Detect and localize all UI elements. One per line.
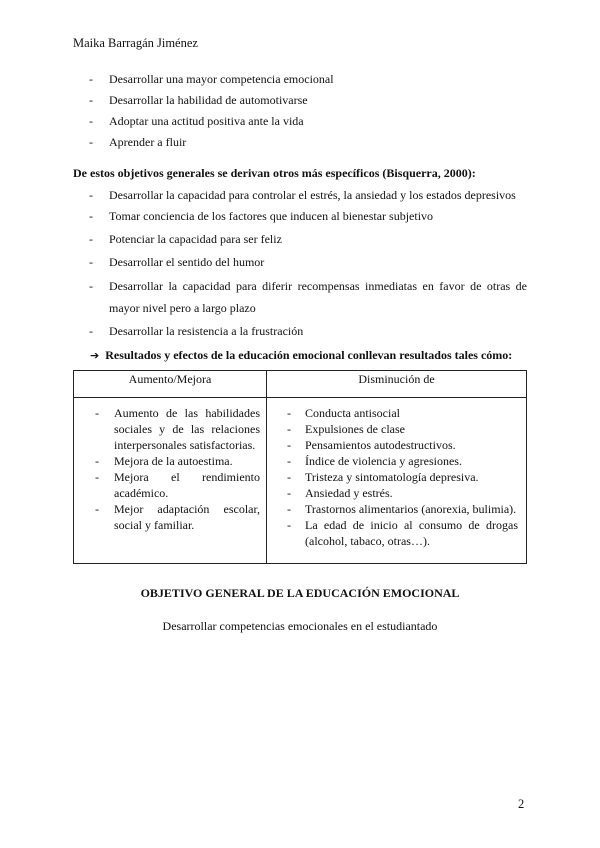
- list-item: - La edad de inicio al consumo de drogas (alcohol, tabaco, otras…).: [267, 517, 526, 549]
- decrease-cell: [267, 398, 527, 564]
- page-header-author: Maika Barragán Jiménez: [73, 36, 198, 50]
- list-item: - Desarrollar la habilidad de automotivarse: [89, 90, 527, 111]
- list-item: - Desarrollar la capacidad para controlar el estrés, la ansiedad y los estados depresivos: [89, 185, 527, 206]
- list-item: - Aumento de las habilidades sociales y de las relaciones interpersonales satisfactorias.: [74, 405, 266, 453]
- objective-text: Desarrollar competencias emocionales en el estudiantado: [162, 619, 438, 633]
- specific-objectives-heading: De estos objetivos generales se derivan otros más específicos (Bisquerra, 2000):: [73, 166, 476, 180]
- list-item: - Tristeza y sintomatología depresiva.: [267, 469, 526, 485]
- list-item: - Aprender a fluir: [89, 132, 527, 153]
- list-item: - Ansiedad y estrés.: [267, 485, 526, 501]
- list-item: - Mejora de la autoestima.: [74, 453, 266, 469]
- list-item: - Adoptar una actitud positiva ante la vida: [89, 111, 527, 132]
- general-objectives-list: [89, 69, 527, 153]
- page-number: 2: [518, 797, 525, 811]
- list-item: - Desarrollar la capacidad para diferir recompensas inmediatas en favor de otras de mayor nivel pero a largo plazo: [89, 275, 527, 319]
- list-item: - Mejor adaptación escolar, social y familiar.: [74, 501, 266, 533]
- list-item: - Trastornos alimentarios (anorexia, bulimia).: [267, 501, 526, 517]
- decrease-list: [267, 405, 526, 549]
- list-item: - Conducta antisocial: [267, 405, 526, 421]
- list-item: - Desarrollar una mayor competencia emocional: [89, 69, 527, 90]
- list-item: - Expulsiones de clase: [267, 421, 526, 437]
- list-item: - Mejora el rendimiento académico.: [74, 469, 266, 501]
- table-row: [74, 398, 527, 564]
- increase-list: [74, 405, 266, 533]
- results-heading: [90, 348, 512, 363]
- increase-cell: [74, 398, 267, 564]
- results-heading-text: Resultados y efectos de la educación emocional conllevan resultados tales cómo:: [105, 348, 513, 362]
- list-item: - Desarrollar la resistencia a la frustración: [89, 321, 527, 342]
- objective-title: OBJETIVO GENERAL DE LA EDUCACIÓN EMOCIONAL: [140, 586, 460, 600]
- arrow-right-icon: ➔: [90, 349, 100, 362]
- results-table: [73, 370, 527, 564]
- list-item: - Índice de violencia y agresiones.: [267, 453, 526, 469]
- column-header-decrease: Disminución de: [267, 371, 527, 398]
- table-header-row: [74, 371, 527, 398]
- list-item: - Desarrollar el sentido del humor: [89, 252, 527, 273]
- list-item: - Potenciar la capacidad para ser feliz: [89, 229, 527, 250]
- list-item: - Pensamientos autodestructivos.: [267, 437, 526, 453]
- column-header-increase: Aumento/Mejora: [74, 371, 267, 398]
- specific-objectives-list: [89, 185, 527, 342]
- list-item: - Tomar conciencia de los factores que inducen al bienestar subjetivo: [89, 206, 527, 227]
